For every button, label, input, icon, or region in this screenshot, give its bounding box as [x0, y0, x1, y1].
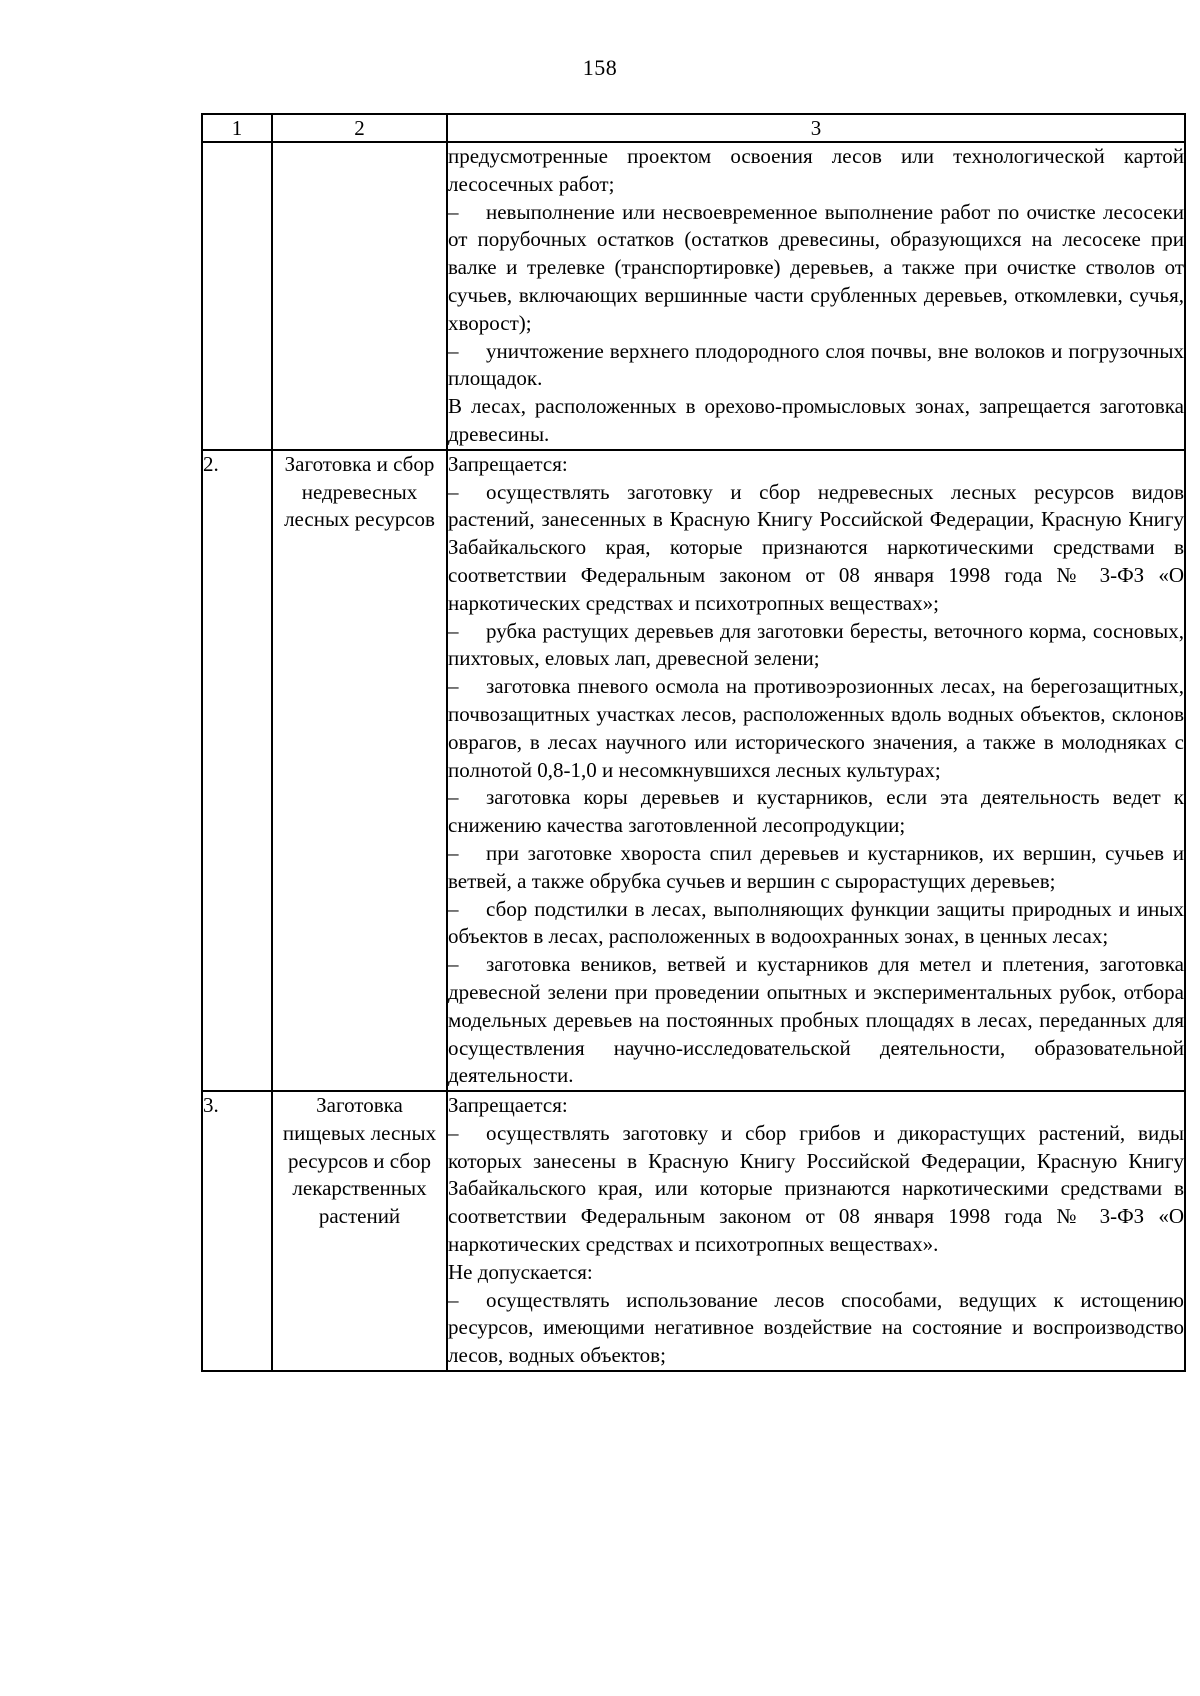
list-item-text: заготовка пневого осмола на противоэрозионных лесах, на берегозащитных, почвозащитных участках лесов, расположенных вдоль водных объектов, склонов оврагов, в лесах научного или исторического значения, а также в молодняках с полнотой 0,8-1,0 и несомкнувшихся лесных культурах;: [448, 674, 1184, 782]
row-number: [202, 142, 272, 450]
list-item-text: невыполнение или несвоевременное выполнение работ по очистке лесосеки от порубочных остатков (остатков древесины, образующихся на лесосеке при валке и трелевке (транспортировке) деревьев, а также при очистке стволов от сучьев, включающих вершинные части срубленных деревьев, откомлевки, сучья, хворост);: [448, 199, 1184, 335]
paragraph-text: предусмотренные проектом освоения лесов или технологической картой лесосечных работ;: [448, 144, 1184, 196]
list-item-text: сбор подстилки в лесах, выполняющих функции защиты природных и иных объектов в лесах, расположенных в водоохранных зонах, в ценных лесах;: [448, 896, 1184, 949]
regulations-table: [201, 113, 1186, 1372]
list-item-text: заготовка веников, ветвей и кустарников для метел и плетения, заготовка древесной зелени при проведении опытных и экспериментальных рубок, отбора модельных деревьев на постоянных пробных площадях в лесах, переданных для осуществления научно-исследовательской деятельности, образовательной деятельности.: [448, 952, 1184, 1088]
activity-name: [272, 142, 447, 450]
paragraph-text: Запрещается:: [448, 451, 568, 476]
list-item: [448, 951, 1184, 1090]
list-item: [448, 673, 1184, 784]
column-header-2: 2: [272, 114, 447, 142]
restrictions-cell: [447, 142, 1185, 450]
table-row: [202, 142, 1185, 450]
paragraph-text: В лесах, расположенных в орехово-промысловых зонах, запрещается заготовка древесины.: [448, 394, 1184, 446]
list-item-text: при заготовке хвороста спил деревьев и кустарников, их вершин, сучьев и ветвей, а также обрубка сучьев и вершин с сырорастущих деревьев;: [448, 840, 1184, 893]
paragraph: [448, 393, 1184, 449]
list-item: [448, 479, 1184, 618]
column-header-3: 3: [447, 114, 1185, 142]
list-item: [448, 618, 1184, 674]
dash-marker: –: [448, 1120, 459, 1145]
dash-marker: –: [448, 674, 459, 699]
activity-name: Заготовка и сбор недревесных лесных ресурсов: [272, 450, 447, 1091]
dash-marker: –: [448, 896, 459, 921]
table-row: [202, 450, 1185, 1091]
paragraph-text: Запрещается:: [448, 1093, 568, 1118]
list-item-text: уничтожение верхнего плодородного слоя почвы, вне волоков и погрузочных площадок.: [448, 338, 1184, 391]
paragraph: [448, 451, 1184, 479]
list-item: [448, 784, 1184, 840]
table-row: [202, 1091, 1185, 1371]
dash-marker: –: [448, 840, 459, 865]
list-item: [448, 1120, 1184, 1259]
dash-marker: –: [448, 952, 459, 977]
dash-marker: –: [448, 479, 459, 504]
list-item-text: осуществлять использование лесов способами, ведущих к истощению ресурсов, имеющими негативное воздействие на состояние и воспроизводство лесов, водных объектов;: [448, 1287, 1184, 1368]
activity-name: Заготовка пищевых лесных ресурсов и сбор лекарственных растений: [272, 1091, 447, 1371]
list-item-text: рубка растущих деревьев для заготовки бересты, веточного корма, сосновых, пихтовых, еловых лап, древесной зелени;: [448, 618, 1184, 671]
paragraph: [448, 1259, 1184, 1287]
list-item-text: осуществлять заготовку и сбор грибов и дикорастущих растений, виды которых занесены в Красную Книгу Российской Федерации, Красную Книгу Забайкальского края, или которые признаются наркотическими средствами в соответствии Федеральным законом от 08 января 1998 года № 3-ФЗ «О наркотических средствах и психотропных веществах».: [448, 1120, 1184, 1257]
list-item: [448, 338, 1184, 394]
dash-marker: –: [448, 199, 459, 224]
paragraph: [448, 143, 1184, 199]
list-item: [448, 896, 1184, 952]
paragraph: [448, 1092, 1184, 1120]
paragraph-text: Не допускается:: [448, 1259, 593, 1284]
restrictions-cell: [447, 1091, 1185, 1371]
list-item-text: заготовка коры деревьев и кустарников, если эта деятельность ведет к снижению качества заготовленной лесопродукции;: [448, 785, 1184, 838]
page-number: 158: [582, 55, 618, 80]
dash-marker: –: [448, 785, 459, 810]
dash-marker: –: [448, 1287, 459, 1312]
row-number: 2.: [202, 450, 272, 1091]
column-header-1: 1: [202, 114, 272, 142]
table-header-row: [202, 114, 1185, 142]
row-number: 3.: [202, 1091, 272, 1371]
dash-marker: –: [448, 618, 459, 643]
dash-marker: –: [448, 338, 459, 363]
list-item: [448, 199, 1184, 338]
list-item: [448, 840, 1184, 896]
restrictions-cell: [447, 450, 1185, 1091]
list-item-text: осуществлять заготовку и сбор недревесных лесных ресурсов видов растений, занесенных в Красную Книгу Российской Федерации, Красную Книгу Забайкальского края, которые признаются наркотическими средствами в соответствии Федеральным законом от 08 января 1998 года № 3-ФЗ «О наркотических средствах и психотропных веществах»;: [448, 479, 1184, 615]
list-item: [448, 1287, 1184, 1370]
